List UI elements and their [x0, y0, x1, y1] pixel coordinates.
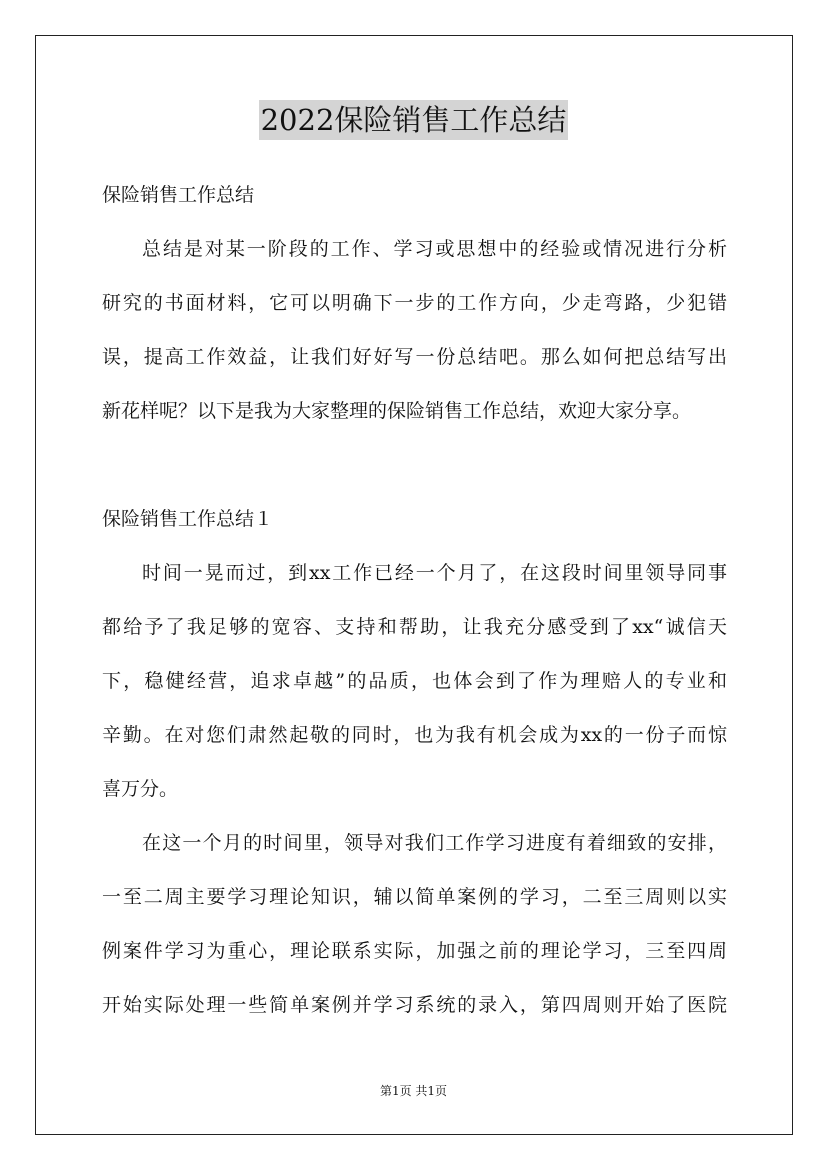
- paragraph-line: 研究的书面材料，它可以明确下一步的工作方向，少走弯路，少犯错: [102, 292, 727, 314]
- paragraph-line: 辛勤。在对您们肃然起敬的同时，也为我有机会成为xx的一份子而惊: [102, 724, 727, 746]
- paragraph-line: 在这一个月的时间里，领导对我们工作学习进度有着细致的安排，: [142, 832, 727, 854]
- paragraph-line: 误，提高工作效益，让我们好好写一份总结吧。那么如何把总结写出: [102, 346, 727, 368]
- paragraph-line: 新花样呢？以下是我为大家整理的保险销售工作总结，欢迎大家分享。: [102, 400, 692, 422]
- title-container: [0, 100, 827, 140]
- paragraph-line: 一至二周主要学习理论知识，辅以简单案例的学习，二至三周则以实: [102, 886, 727, 908]
- paragraph-line: 开始实际处理一些简单案例并学习系统的录入，第四周则开始了医院: [102, 994, 727, 1016]
- document-body: [102, 172, 727, 1036]
- blank-line: [102, 442, 727, 496]
- paragraph-line: 例案件学习为重心，理论联系实际，加强之前的理论学习，三至四周: [102, 940, 727, 962]
- paragraph-line: 喜万分。: [102, 778, 179, 800]
- paragraph-line: 时间一晃而过，到xx工作已经一个月了，在这段时间里领导同事: [142, 562, 727, 584]
- section-heading: 保险销售工作总结: [102, 184, 255, 206]
- page-footer: [0, 1082, 827, 1099]
- paragraph-line: 总结是对某一阶段的工作、学习或思想中的经验或情况进行分析: [142, 238, 727, 260]
- document-title: 2022保险销售工作总结: [259, 100, 569, 140]
- page-number: 第1页 共1页: [379, 1084, 448, 1098]
- section-heading: 保险销售工作总结１: [102, 508, 274, 530]
- paragraph-line: 都给予了我足够的宽容、支持和帮助，让我充分感受到了xx“诚信天: [102, 616, 727, 638]
- paragraph-line: 下，稳健经营，追求卓越”的品质，也体会到了作为理赔人的专业和: [102, 670, 727, 692]
